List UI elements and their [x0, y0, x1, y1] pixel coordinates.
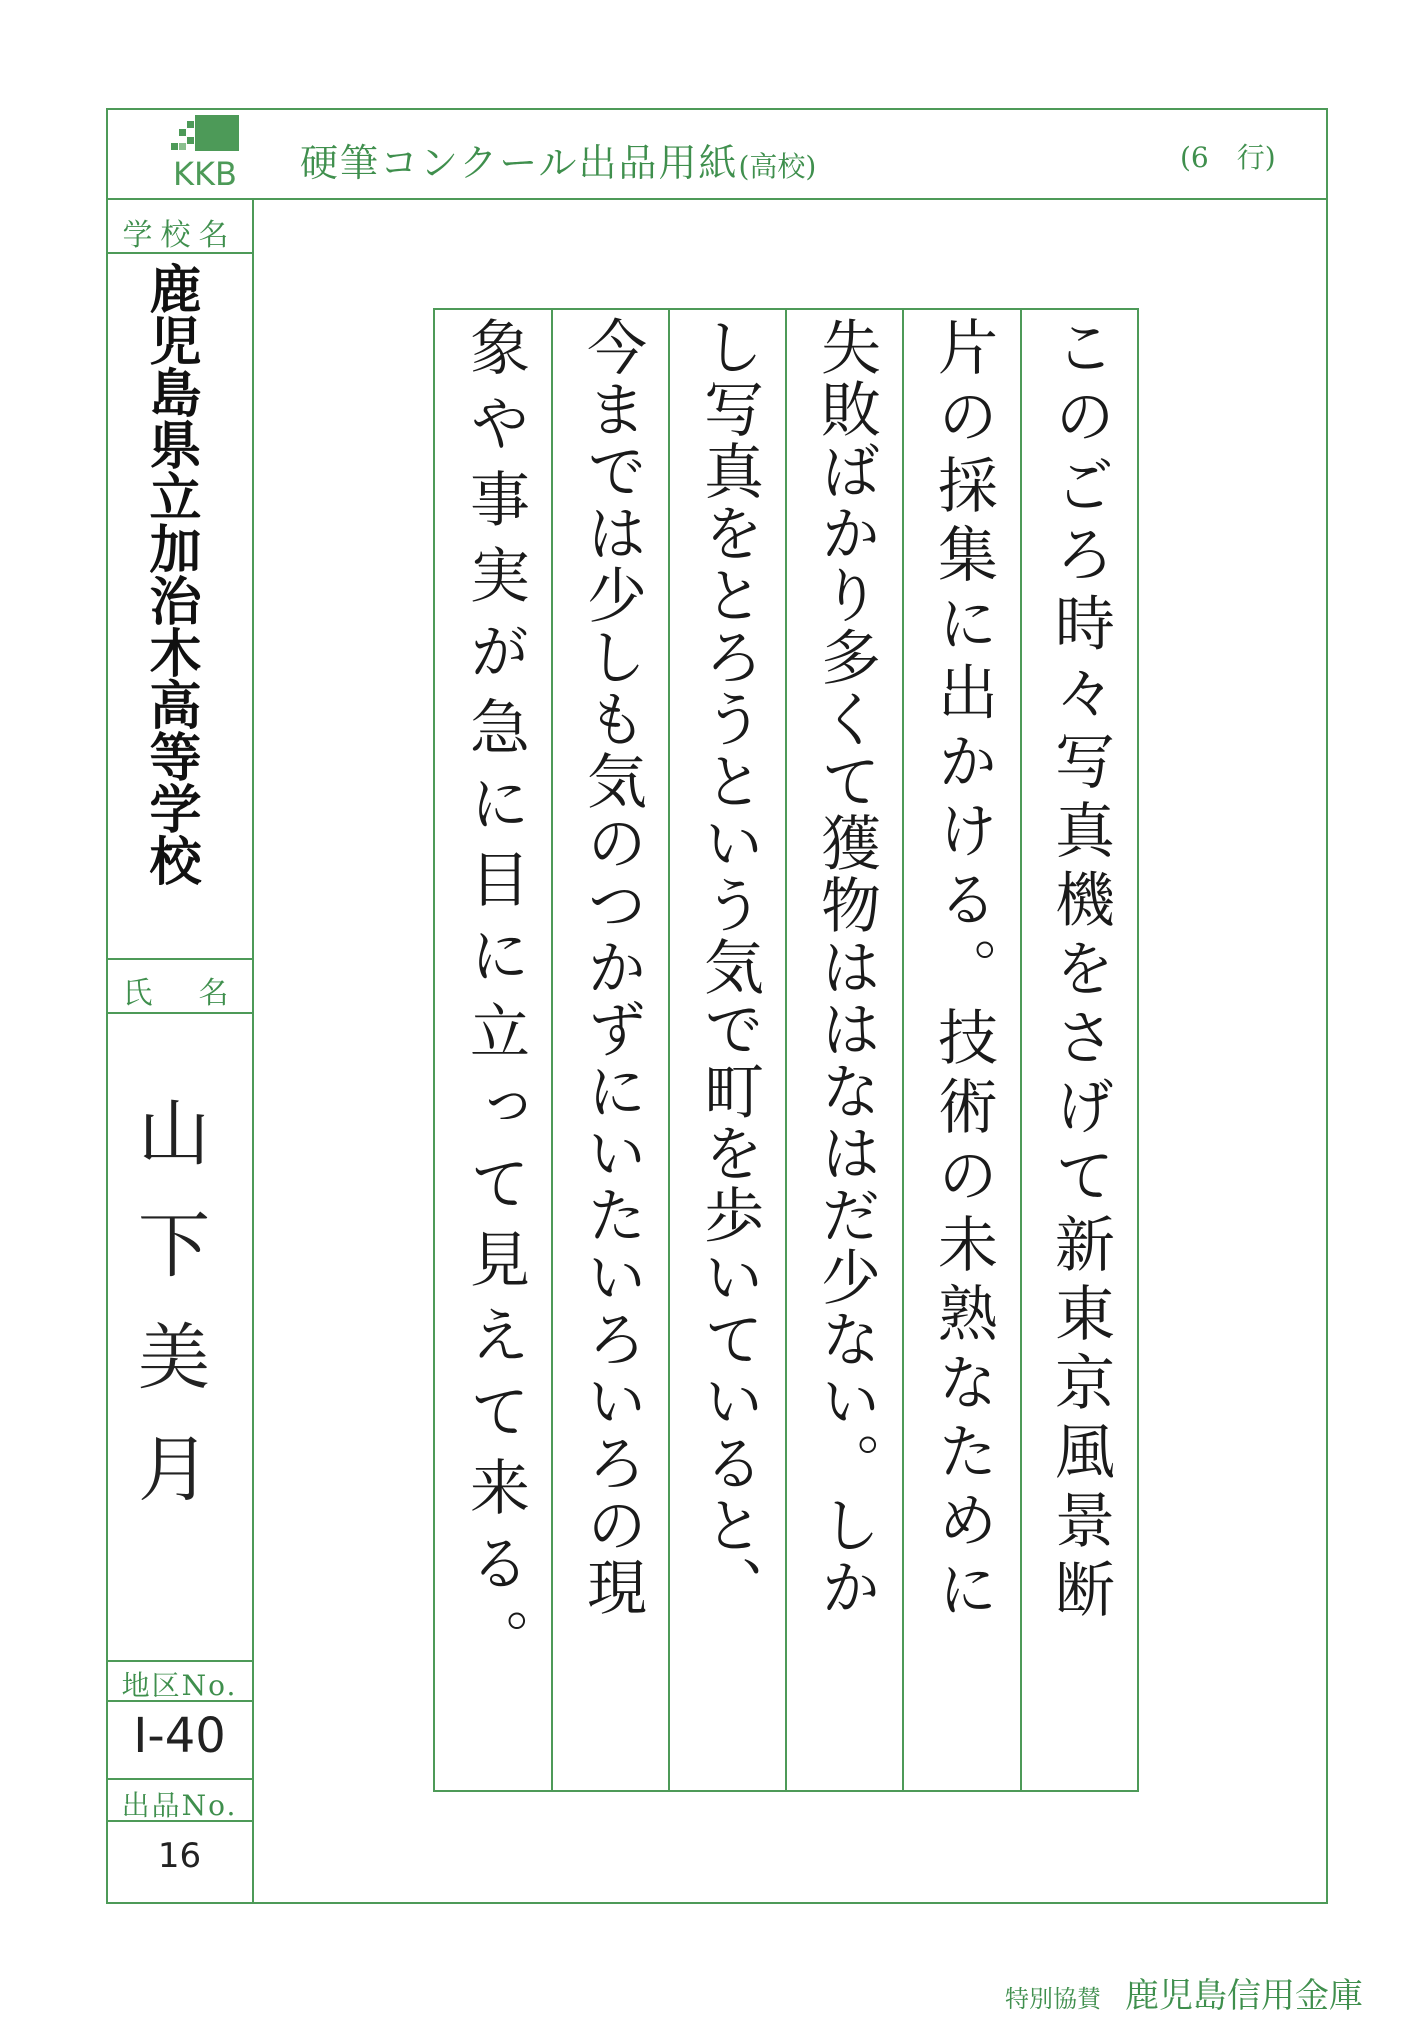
form-title-main: 硬筆コンクール出品用紙 — [300, 141, 739, 185]
sidebar-divider-school-bottom — [106, 958, 252, 960]
header-divider — [106, 198, 1328, 200]
kkb-logo — [165, 115, 245, 195]
form-title — [300, 132, 816, 187]
logo-text: KKB — [173, 155, 237, 193]
sponsor-label: 特別協賛 — [1005, 1985, 1101, 2013]
text-column-1: このごろ時々写真機をさげて新東京風景断 — [1045, 316, 1115, 1627]
name-label: 氏 名 — [122, 976, 237, 1011]
text-column-2: 片の採集に出かける。技術の未熟なために — [928, 316, 998, 1627]
sidebar-divider-name-label — [106, 1012, 252, 1014]
student-name: 山下美月 — [126, 1095, 210, 1543]
line-count-label: (6 行) — [1180, 141, 1276, 174]
text-column-3: 失敗ばかり多くて獲物ははなはだ少ない。しか — [811, 316, 881, 1618]
sponsor-name: 鹿児島信用金庫 — [1125, 1976, 1363, 2016]
sponsor-credit — [1005, 1968, 1363, 2017]
sidebar-divider-district-bottom — [106, 1778, 252, 1780]
sidebar-divider-name-bottom — [106, 1660, 252, 1662]
text-column-4: し写真をとろうという気で町を歩いていると、 — [694, 316, 764, 1618]
sidebar-divider — [252, 198, 254, 1904]
form-title-sub: (高校) — [738, 150, 817, 183]
district-number: I-40 — [133, 1708, 226, 1764]
school-name: 鹿児島県立加治木高等学校 — [140, 262, 200, 886]
school-label: 学校名 — [122, 218, 237, 253]
text-column-6: 象や事実が急に目に立って見えて来る。 — [460, 316, 530, 1684]
entry-label: 出品No. — [121, 1789, 238, 1822]
entry-number: 16 — [157, 1836, 202, 1876]
district-label: 地区No. — [121, 1669, 238, 1702]
text-column-5: 今までは少しも気のつかずにいたいろいろの現 — [577, 316, 647, 1618]
